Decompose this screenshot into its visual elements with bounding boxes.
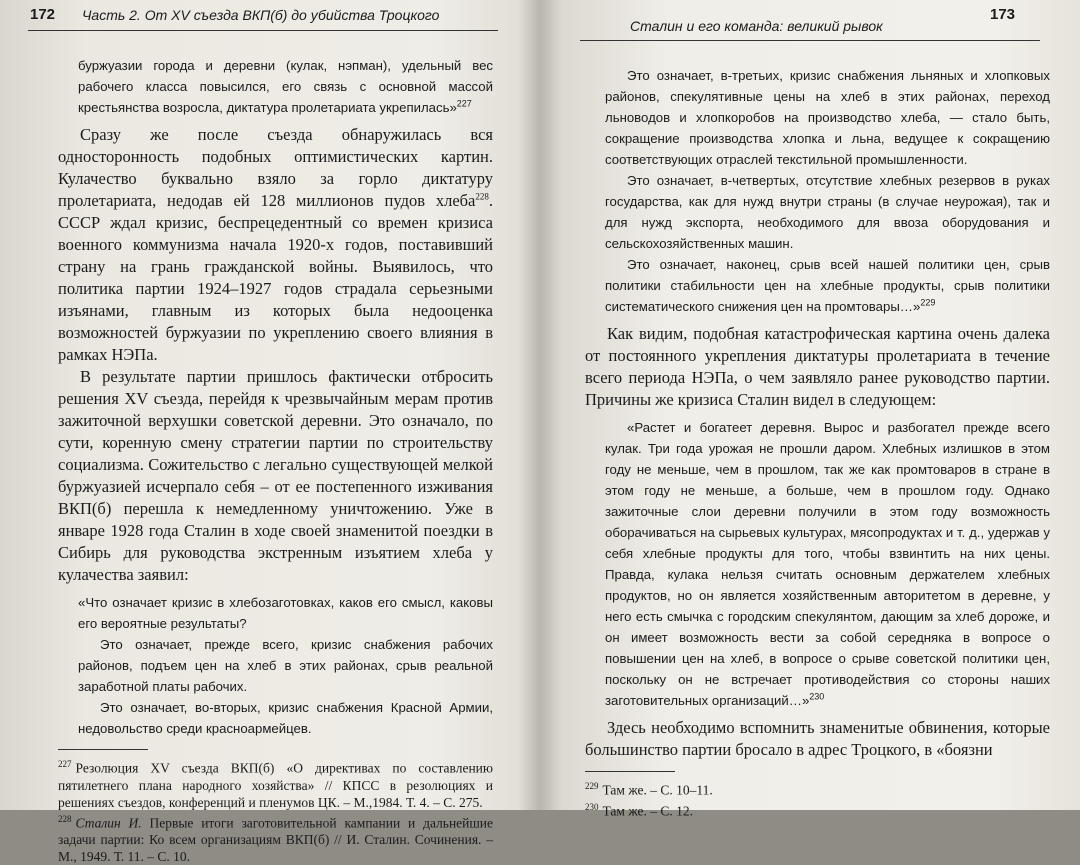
footnote-ref: 227	[457, 99, 472, 109]
footnote-ref: 230	[809, 692, 824, 702]
paragraph: Как видим, подобная катастрофическая картина очень далека от постоянного укрепления диктатуры пролетариата в течение всего периода НЭПа, о чем заявляло ранее руководство партии. Причины же кризиса Сталин видел в следующем:	[585, 323, 1050, 411]
right-body	[585, 65, 1050, 819]
running-head: Сталин и его команда: великий рывок	[630, 18, 883, 34]
quote-paragraph: Это означает, во-вторых, кризис снабжения Красной Армии, недовольство среди красноармейцев.	[78, 697, 493, 739]
right-page	[550, 0, 1080, 810]
left-body	[58, 55, 493, 865]
quote-paragraph: Это означает, прежде всего, кризис снабжения рабочих районов, подъем цен на хлеб в этих районах, срыв реальной заработной платы рабочих.	[78, 634, 493, 697]
footnote-number: 227	[58, 759, 72, 769]
footnote-text: Резолюция XV съезда ВКП(б) «О директивах по составлению пятилетнего плана народного хозяйства» // КПСС в резолюциях и решениях съездов, конференций и пленумов ЦК. – М.,1984. Т. 4. – С. 275.	[58, 761, 493, 810]
footnote-rule	[58, 749, 148, 750]
footnote-number: 229	[585, 781, 599, 791]
footnote	[58, 756, 493, 811]
quote-paragraph: Это означает, в-третьих, кризис снабжения льняных и хлопковых районов, спекулятивные цены на хлеб в этих районах, переход льноводов и хлопкоробов на производство хлеба, — стало быть, сокращение производства хлопка и льна, ведущее к сокращению соответствующих отраслей текстильной промышленности.	[605, 65, 1050, 170]
paragraph: В результате партии пришлось фактически отбросить решения XV съезда, перейдя к чрезвычайным мерам против зажиточной верхушки советской деревни. Это означало, по сути, коренную смену стратегии партии по строительству социализма. Сожительство с легально существующей мелкой буржуазией исчерпало себя – от ее постепенного изживания ВКП(б) перешла к немедленному уничтожению. Уже в январе 1928 года Сталин в ходе своей знаменитой поездки в Сибирь для руководства экстренным изъятием хлеба у кулачества заявил:	[58, 366, 493, 586]
footnote	[58, 811, 493, 865]
footnote-text: Там же. – С. 12.	[603, 803, 693, 818]
quote-text: «Растет и богатеет деревня. Вырос и разбогател прежде всего кулак. Три года урожая не прошли даром. Хлебных излишков в этом году не меньше, чем в прошлом, так же как промтоваров в стране в этом году не меньше, а больше, чем в прошлом году. Однако зажиточные слои деревни получили в этом году возможность оборачиваться на сырьевых культурах, мясопродуктах и т. д., удержав у себя хлебные продукты для того, чтобы взвинтить на них цены. Правда, кулака нельзя считать основным держателем хлебных продуктов, но он является хозяйственным авторитетом в деревне, у него есть смычка с городским спекулянтом, дающим за хлеб дороже, и он имеет возможность вести за собой середняка в вопросе о повышении цен на хлеб, в вопросе о срыве советской политики цен, поскольку он не встречает противодействия со стороны наших заготовительных организаций…»	[605, 420, 1050, 708]
footnote-text: Там же. – С. 10–11.	[603, 783, 713, 798]
running-head: Часть 2. От XV съезда ВКП(б) до убийства Троцкого	[82, 7, 439, 23]
footnote-number: 228	[58, 814, 72, 824]
left-page	[0, 0, 530, 810]
paragraph	[58, 124, 493, 366]
quote-block	[78, 55, 493, 118]
quote-paragraph	[605, 417, 1050, 711]
footnote-text: Первые итоги заготовительной кампании и дальнейшие задачи партии: Ко всем организациям ВКП(б) // И. Сталин. Сочинения. – М., 1949. Т. 11. – С. 10.	[58, 815, 493, 864]
quote-paragraph: «Что означает кризис в хлебозаготовках, каков его смысл, каковы его вероятные результаты?	[78, 592, 493, 634]
quote-text: Это означает, наконец, срыв всей нашей политики цен, срыв политики стабильности цен на хлебные продукты, срыв политики систематического снижения цен на промтовары…»	[605, 257, 1050, 314]
footnote	[585, 799, 1050, 820]
footnote	[585, 778, 1050, 799]
quote-paragraph	[605, 254, 1050, 317]
header-rule	[28, 30, 498, 31]
paragraph: Здесь необходимо вспомнить знаменитые обвинения, которые большинство партии бросало в адрес Троцкого, в «боязни	[585, 717, 1050, 761]
footnote-ref: 228	[475, 192, 489, 202]
page-number: 173	[990, 6, 1015, 23]
page-number: 172	[30, 6, 55, 23]
header-rule	[580, 40, 1040, 41]
paragraph-text: . СССР ждал кризис, беспрецедентный со времен кризиса военного коммунизма начала 1920-х годов, поставивший страну на грань гражданской войны. Выявилось, что политика партии 1924–1927 годов страдала серьезными изъянами, главным из которых была недооценка возможностей буржуазии по укреплению своего влияния в рамках НЭПа.	[58, 191, 493, 364]
footnote-number: 230	[585, 802, 599, 812]
footnote-ref: 229	[920, 298, 935, 308]
paragraph-text: Сразу же после съезда обнаружилась вся односторонность подобных оптимистических картин. Кулачество буквально взяло за горло диктатуру пролетариата, недодав ей 128 миллионов пудов хлеба	[58, 125, 493, 210]
footnote-rule	[585, 771, 675, 772]
quote-text: буржуазии города и деревни (кулак, нэпман), удельный вес рабочего класса повысился, его связь с основной массой крестьянства возросла, диктатура пролетариата укрепилась»	[78, 58, 493, 115]
quote-paragraph: Это означает, в-четвертых, отсутствие хлебных резервов в руках государства, как для нужд внутри страны (в случае неурожая), так и для нужд экспорта, необходимого для ввоза оборудования и сельскохозяйственных машин.	[605, 170, 1050, 254]
footnote-author: Сталин И.	[76, 815, 142, 830]
